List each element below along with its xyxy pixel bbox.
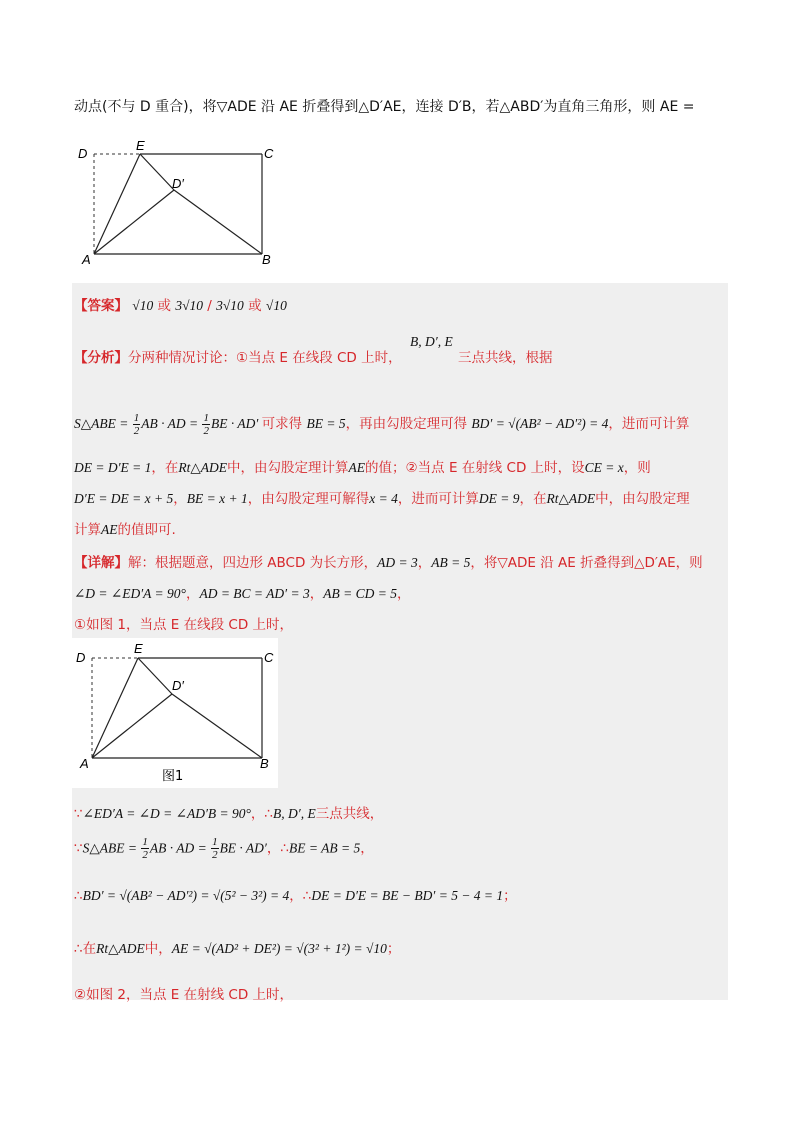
fraction-half-2: $\frac{1}{2}$ <box>203 412 209 438</box>
fig1-label-C: C <box>264 650 274 665</box>
area-formula: S△ABE = $\frac{1}{2}$ AB · AD = $\frac{1}{2}$ BE · AD′ <box>74 412 259 438</box>
answer-value-1: √10 <box>132 298 154 313</box>
detail-tag: 【详解】 <box>74 555 128 571</box>
analysis-text-2: 三点共线，根据 <box>458 350 553 366</box>
detail-line-1: 【详解】解：根据题意，四边形 ABCD 为长方形，AD = 3，AB = 5，将▽ADE 沿 AE 折叠得到△D′AE，则 <box>74 555 703 571</box>
figure-1-diagram <box>72 638 278 788</box>
fig1-label-Dprime: D′ <box>172 678 184 693</box>
analysis-text-1: 分两种情况讨论：①当点 E 在线段 CD 上时， <box>128 350 402 366</box>
figure-top <box>76 138 282 270</box>
analysis-line-3: DE = D′E = 1，在Rt△ADE中，由勾股定理计算AE的值；②当点 E 在射线 CD 上时，设CE = x，则 <box>74 460 651 476</box>
fig1-label-D: D <box>76 650 86 665</box>
proof-line-2: ∵S△ABE = $\frac{1}{2}$ AB · AD = $\frac{1}{2}$ BE · AD′，∴BE = AB = 5， <box>74 836 374 861</box>
label-B: B <box>262 252 271 267</box>
proof-line-3: ∴BD′ = √(AB² − AD′²) = √(5² − 3²) = 4，∴DE = D′E = BE − BD′ = 5 − 4 = 1； <box>74 888 517 904</box>
fig1-label-B: B <box>260 756 269 771</box>
analysis-points: B, D′, E <box>410 334 453 349</box>
fraction-half: $\frac{1}{2}$ <box>133 412 140 438</box>
answer-value-2: 3√10 <box>175 298 203 313</box>
answer-slash: / <box>207 298 212 314</box>
answer-or-1: 或 <box>157 298 172 314</box>
rectangle-fold-diagram <box>76 138 282 270</box>
detail-line-2: ∠D = ∠ED′A = 90°，AD = BC = AD′ = 3，AB = CD = 5， <box>74 586 411 602</box>
proof-line-1: ∵∠ED′A = ∠D = ∠AD′B = 90°，∴B, D′, E三点共线， <box>74 806 384 822</box>
fig1-label-A: A <box>80 756 89 771</box>
answer-value-4: √10 <box>265 298 287 313</box>
figure-1-caption: 图1 <box>162 769 184 784</box>
answer-tag: 【答案】 <box>74 298 128 314</box>
label-D: D <box>78 146 88 161</box>
question-line: 动点(不与 D 重合)，将▽ADE 沿 AE 折叠得到△D′AE，连接 D′B，若△ABD′为直角三角形，则 AE = <box>74 99 695 115</box>
label-C: C <box>264 146 274 161</box>
analysis-line-2: S△ABE = $\frac{1}{2}$ AB · AD = $\frac{1}{2}$ BE · AD′ 可求得 BE = 5，再由勾股定理可得 BD′ = √(AB² − AD′²) = 4，进而可计算 <box>74 412 690 438</box>
label-E: E <box>136 138 145 153</box>
case-2-heading: ②如图 2，当点 E 在射线 CD 上时， <box>74 987 293 1003</box>
analysis-line-5: 计算AE的值即可. <box>74 522 176 538</box>
answer-line <box>74 294 287 314</box>
analysis-line-1 <box>74 346 402 366</box>
answer-value-3: 3√10 <box>216 298 244 313</box>
label-Dprime: D′ <box>172 176 184 191</box>
fraction-half-3: $\frac{1}{2}$ <box>142 836 148 861</box>
label-A: A <box>82 252 91 267</box>
fig1-label-E: E <box>134 641 143 656</box>
analysis-tag: 【分析】 <box>74 350 128 366</box>
proof-line-4: ∴在Rt△ADE中，AE = √(AD² + DE²) = √(3² + 1²) = √10； <box>74 941 401 957</box>
case-1-heading: ①如图 1，当点 E 在线段 CD 上时， <box>74 617 293 633</box>
analysis-line-4: D′E = DE = x + 5，BE = x + 1，由勾股定理可解得x = 4，进而可计算DE = 9，在Rt△ADE中，由勾股定理 <box>74 491 690 507</box>
fraction-half-4: $\frac{1}{2}$ <box>212 836 218 861</box>
answer-or-2: 或 <box>248 298 262 314</box>
figure-1 <box>72 638 278 788</box>
